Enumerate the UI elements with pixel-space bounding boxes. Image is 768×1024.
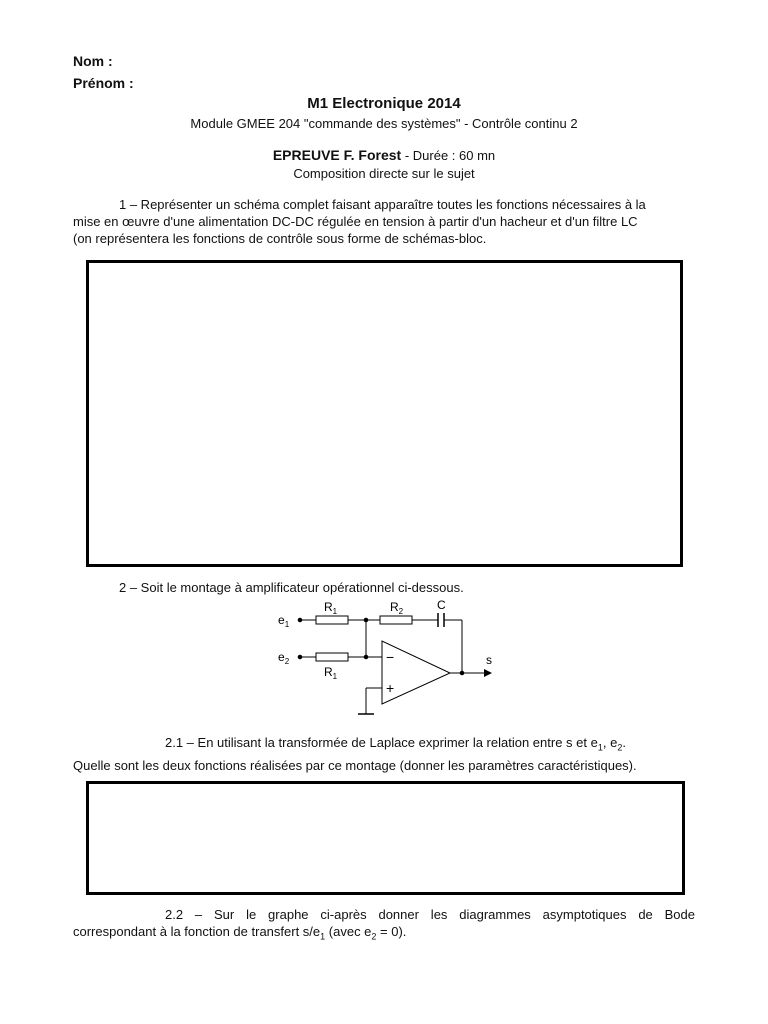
r2-label: $R_2$ bbox=[390, 600, 404, 616]
question-2-2 bbox=[73, 906, 695, 946]
node-output bbox=[460, 671, 464, 675]
question-1-line-2: mise en œuvre d'une alimentation DC-DC régulée en tension à partir d'un hacheur et d'un filtre LC bbox=[73, 214, 638, 229]
s-label: s bbox=[486, 653, 492, 667]
question-1-line-3: (on représentera les fonctions de contrôle sous forme de schémas-bloc. bbox=[73, 231, 487, 246]
e2-label: $e_2$ bbox=[278, 650, 290, 666]
output-arrow-icon bbox=[484, 669, 492, 677]
module-subtitle: Module GMEE 204 "commande des systèmes" - Contrôle continu 2 bbox=[190, 116, 578, 131]
answer-box-1[interactable] bbox=[86, 260, 683, 567]
composition-note: Composition directe sur le sujet bbox=[293, 166, 475, 181]
question-2-1-line-2: Quelle sont les deux fonctions réalisées par ce montage (donner les paramètres caractéristiques). bbox=[73, 757, 637, 773]
question-2-2-line-2: correspondant à la fonction de transfert $s/e_1$ (avec $e_2 = 0$). bbox=[73, 924, 407, 942]
exam-title: M1 Electronique 2014 bbox=[307, 95, 461, 112]
r1-bottom-resistor bbox=[316, 653, 348, 661]
nom-label: Nom : bbox=[73, 53, 113, 69]
answer-box-2[interactable] bbox=[86, 781, 685, 895]
question-1-line-1: 1 – Représenter un schéma complet faisant apparaître toutes les fonctions nécessaires à la bbox=[119, 197, 646, 212]
epreuve-author: EPREUVE F. Forest bbox=[272, 147, 402, 163]
question-2-2-line-1: 2.2 – Sur le graphe ci-après donner les diagrammes asymptotiques de Bode bbox=[165, 907, 695, 922]
minus-input-label: − bbox=[386, 649, 395, 665]
r2-resistor bbox=[380, 616, 412, 624]
question-2-1 bbox=[73, 734, 695, 774]
c-label: C bbox=[437, 598, 446, 612]
e1-label: $e_1$ bbox=[278, 613, 290, 629]
question-2: 2 – Soit le montage à amplificateur opérationnel ci-dessous. bbox=[119, 580, 464, 595]
node-junction-top bbox=[364, 618, 368, 622]
question-1 bbox=[73, 196, 695, 247]
plus-input-label: + bbox=[386, 680, 395, 696]
epreuve-line bbox=[0, 147, 768, 163]
epreuve-duration: - Durée : 60 mn bbox=[401, 148, 496, 163]
r1-top-label: $R_1$ bbox=[324, 600, 338, 616]
r1-top-resistor bbox=[316, 616, 348, 624]
prenom-label: Prénom : bbox=[73, 75, 134, 91]
r1-bottom-label: $R_1$ bbox=[324, 665, 338, 681]
question-2-1-line-1: 2.1 – En utilisant la transformée de Laplace exprimer la relation entre s et $e_1$, $e_2$. bbox=[165, 735, 626, 753]
opamp-circuit-diagram bbox=[270, 596, 500, 722]
